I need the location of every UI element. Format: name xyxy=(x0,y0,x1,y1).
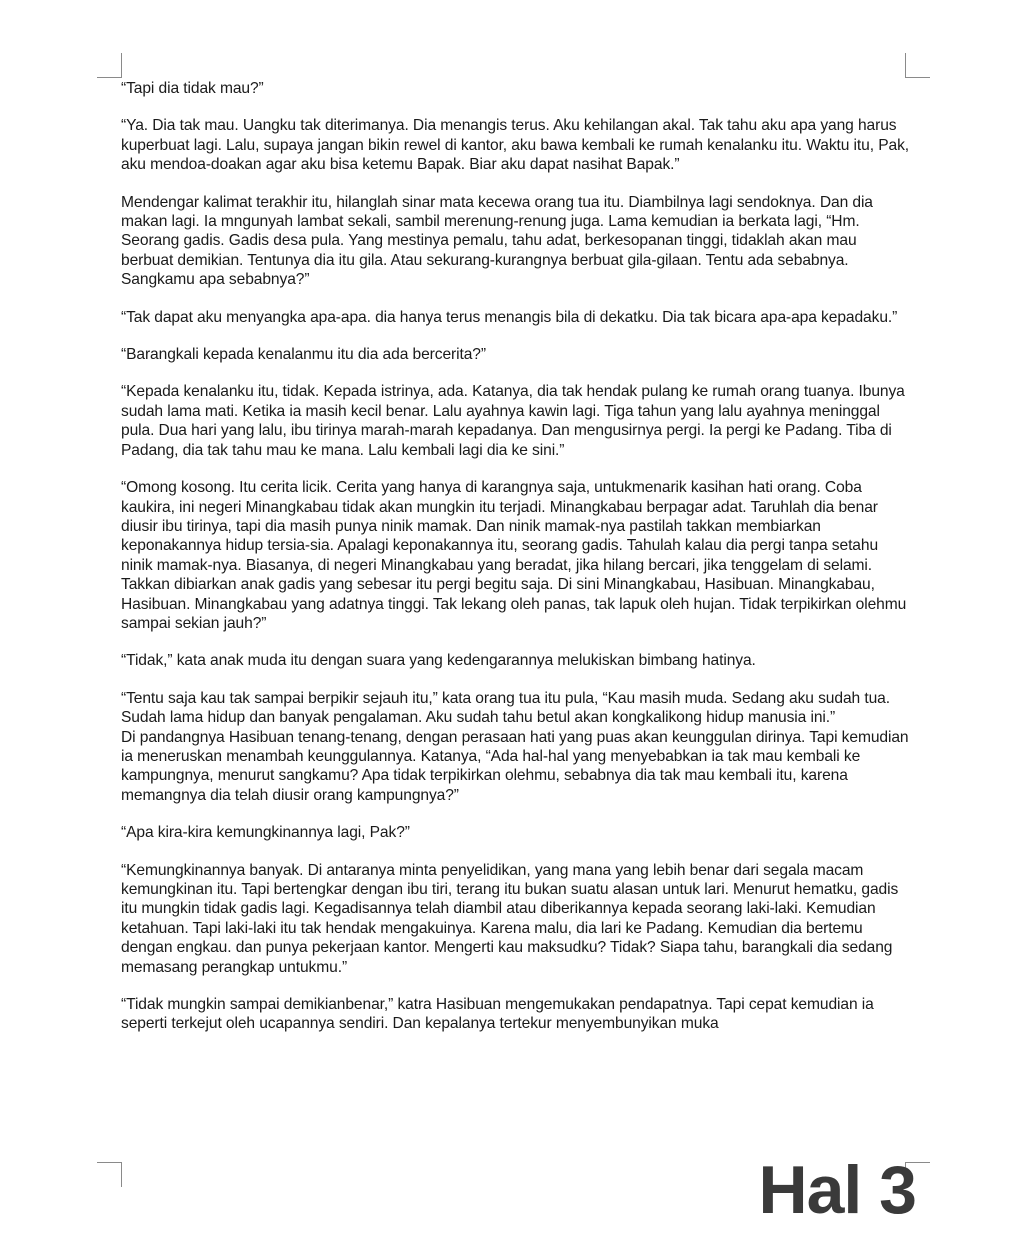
crop-mark-bottom-left xyxy=(97,1162,122,1187)
paragraph: “Tentu saja kau tak sampai berpikir sejauh itu,” kata orang tua itu pula, “Kau masih muda. Sedang aku sudah tua. Sudah lama hidup dan banyak pengalaman. Aku sudah tahu betul akan kongkalikong hidup manusia ini.” xyxy=(121,689,890,727)
paragraph: Mendengar kalimat terakhir itu, hilanglah sinar mata kecewa orang tua itu. Diambilnya lagi sendoknya. Dan dia makan lagi. Ia mngunyah lambat sekali, sambil merenung-renung juga. Lama kemudian ia berkata lagi, “Hm. Seorang gadis. Gadis desa pula. Yang mestinya pemalu, tahu adat, berkesopanan tinggi, tidaklah akan mau berbuat demikian. Tentunya dia itu gila. Atau sekurang-kurangnya berbuat gila-gilaan. Tentu ada sebabnya. Sangkamu apa sebabnya?” xyxy=(121,193,873,289)
paragraph: “Omong kosong. Itu cerita licik. Cerita yang hanya di karangnya saja, untukmenarik kasihan hati orang. Coba kaukira, ini negeri Minangkabau tidak akan mungkin itu terjadi. Minangkabau berpagar adat. Taruhlah dia benar diusir ibu tirinya, tapi dia masih punya ninik mamak. Dan ninik mamak-nya pastilah takkan membiarkan keponakannya hidup tersia-sia. Apalagi keponakannya itu, seorang gadis. Tahulah kalau dia pergi tanpa setahu ninik mamak-nya. Biasanya, di negeri Minangkabau yang beradat, jika hilang bercari, jika tenggelam di selami. Takkan dibiarkan anak gadis yang sebesar itu pergi begitu saja. Di sini Minangkabau, Hasibuan. Minangkabau, Hasibuan. Minangkabau yang adatnya tinggi. Tak lekang oleh panas, tak lapuk oleh hujan. Tidak terpikirkan olehmu sampai sekian jauh?” xyxy=(121,479,907,632)
paragraph: “Tidak mungkin sampai demikianbenar,” katra Hasibuan mengemukakan pendapatnya. Tapi cepat kemudian ia seperti terkejut oleh ucapannya sendiri. Dan kepalanya tertekur menyembunyikan muka xyxy=(121,996,874,1033)
paragraph: “Ya. Dia tak mau. Uangku tak diterimanya. Dia menangis terus. Aku kehilangan akal. Tak tahu aku apa yang harus kuperbuat lagi. Lalu, supaya jangan bikin rewel di kantor, aku bawa kembali ke rumah kenalanku itu. Waktu itu, Pak, aku mendoa-doakan agar aku bisa ketemu Bapak. Biar aku dapat nasihat Bapak.” xyxy=(121,117,909,174)
paragraph: “Tidak,” kata anak muda itu dengan suara yang kedengarannya melukiskan bimbang hatinya. xyxy=(121,652,756,670)
paragraph: “Apa kira-kira kemungkinannya lagi, Pak?” xyxy=(121,824,410,842)
paragraph: “Tak dapat aku menyangka apa-apa. dia hanya terus menangis bila di dekatku. Dia tak bicara apa-apa kepadaku.” xyxy=(121,308,898,326)
crop-mark-top-left xyxy=(97,53,122,78)
paragraph: Di pandangnya Hasibuan tenang-tenang, dengan perasaan hati yang puas akan keunggulan dirinya. Tapi kemudian ia meneruskan menambah keunggulannya. Katanya, “Ada hal-hal yang menyebabkan ia tak mau kembali ke kampungnya, menurut sangkamu? Apa tidak terpikirkan olehmu, sebabnya dia tak mau kembali itu, karena memangnya dia telah diusir orang kampungnya?” xyxy=(121,728,909,804)
paragraph: “Kemungkinannya banyak. Di antaranya minta penyelidikan, yang mana yang lebih benar dari segala macam kemungkinan itu. Tapi bertengkar dengan ibu tiri, terang itu bukan suatu alasan untuk lari. Menurut hematku, gadis itu mungkin tidak gadis lagi. Kegadisannya telah diambil atau diberikannya kepada seorang laki-laki. Kemudian ketahuan. Tapi laki-laki itu tak hendak mengakuinya. Karena malu, dia lari ke Padang. Kemudian dia bertemu dengan engkau. dan punya pekerjaan kantor. Mengerti kau maksudku? Tidak? Siapa tahu, barangkali dia sedang memasang perangkap untukmu.” xyxy=(121,861,899,976)
paragraph: “Kepada kenalanku itu, tidak. Kepada istrinya, ada. Katanya, dia tak hendak pulang ke rumah orang tuanya. Ibunya sudah lama mati. Ketika ia masih kecil benar. Lalu ayahnya kawin lagi. Tiga tahun yang lalu ayahnya meninggal pula. Dua hari yang lalu, ibu tirinya marah-marah kepadanya. Dan mengusirnya pergi. Ia pergi ke Padang. Tiba di Padang, dia tak tahu mau ke mana. Lalu kembali lagi dia ke sini.” xyxy=(121,383,905,459)
document-body xyxy=(121,79,911,1052)
paragraph: “Barangkali kepada kenalanmu itu dia ada bercerita?” xyxy=(121,346,486,364)
page-number-label: Hal 3 xyxy=(758,1152,916,1228)
paragraph: “Tapi dia tidak mau?” xyxy=(121,80,264,97)
crop-mark-top-right xyxy=(905,53,930,78)
